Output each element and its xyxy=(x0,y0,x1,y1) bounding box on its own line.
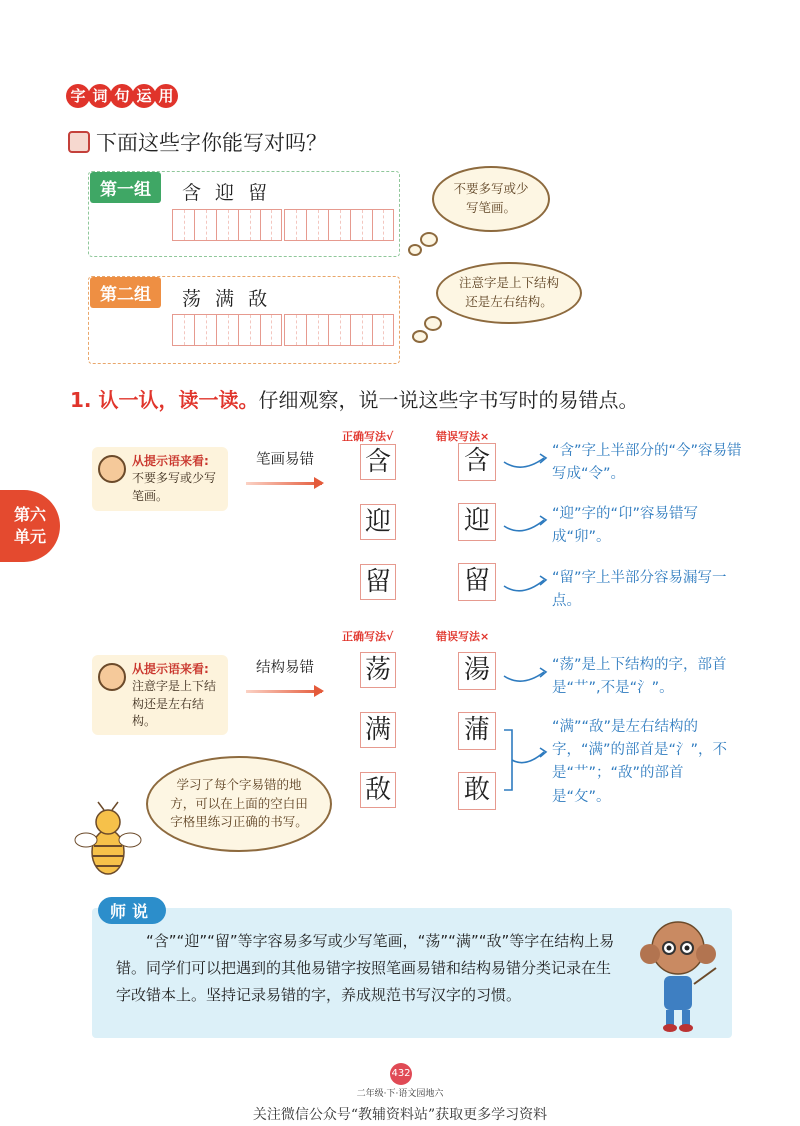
curved-arrows xyxy=(500,650,552,810)
teacher-tag: 师说 xyxy=(98,897,166,924)
correct-char: 荡 xyxy=(360,652,396,688)
unit-tab-line1: 第六 xyxy=(13,505,46,524)
correct-char: 含 xyxy=(360,444,396,480)
group-2-chars: 荡 满 敌 xyxy=(182,288,272,310)
writing-grid[interactable] xyxy=(284,209,394,241)
wrong-char: 湯 xyxy=(458,652,496,690)
teacher-text: “含”“迎”“留”等字容易多写或少写笔画，“荡”“满”“敌”等字在结构上易错。同学们可以把遇到的其他易错字按照笔画易错和结构易错分类记录在生字改错本上。坚持记录易错的字，养成规范书写汉字的习惯。 xyxy=(116,932,615,1004)
badge-char: 句 xyxy=(110,84,134,108)
category-label: 笔画易错 xyxy=(256,452,314,468)
section-text: 仔细观察，说一说这些字书写时的易错点。 xyxy=(258,388,639,412)
thought-dot xyxy=(408,244,422,256)
correct-char: 迎 xyxy=(360,504,396,540)
hint-label: 从提示语来看: xyxy=(132,662,209,676)
badge-char: 词 xyxy=(88,84,112,108)
group-2-tag: 第二组 xyxy=(90,277,161,308)
seal-icon xyxy=(68,131,90,153)
footer-promo: 关注微信公众号“教辅资料站”获取更多学习资料 xyxy=(252,1107,548,1123)
writing-grid[interactable] xyxy=(172,314,282,346)
wrong-char: 留 xyxy=(458,563,496,601)
thought-dot xyxy=(420,232,438,247)
badge-char: 运 xyxy=(132,84,156,108)
group-1-tag: 第一组 xyxy=(90,172,161,203)
hint-text: 注意字是上下结构还是左右结构。 xyxy=(132,679,217,729)
error-note: “荡”是上下结构的字，部首是“艹”,不是“氵”。 xyxy=(552,657,727,697)
wrong-header: 错误写法× xyxy=(436,630,490,643)
unit-tab xyxy=(0,490,60,562)
badge-char: 字 xyxy=(66,84,90,108)
unit-tab-line2: 单元 xyxy=(13,527,46,546)
bee-tip-bubble: 学习了每个字易错的地方，可以在上面的空白田字格里练习正确的书写。 xyxy=(146,756,332,852)
child-avatar-icon xyxy=(98,455,126,483)
tip-cloud-2: 注意字是上下结构还是左右结构。 xyxy=(436,262,582,324)
section-number: 1. 认一认，读一读。 xyxy=(70,388,259,412)
category-label: 结构易错 xyxy=(256,660,314,676)
error-note: “留”字上半部分容易漏写一点。 xyxy=(552,570,727,610)
dog-mascot-icon xyxy=(636,914,720,1034)
correct-header: 正确写法√ xyxy=(342,430,394,443)
question-text: 下面这些字你能写对吗？ xyxy=(96,131,327,155)
hint-card-1 xyxy=(92,447,228,511)
wrong-char: 含 xyxy=(458,443,496,481)
child-avatar-icon xyxy=(98,663,126,691)
error-note: “含”字上半部分的“今”容易错写成“令”。 xyxy=(552,443,742,483)
section-title xyxy=(70,384,638,413)
section-badge xyxy=(66,84,176,108)
error-note: “满”“敌”是左右结构的字，“满”的部首是“氵”，不是“艹”；“敌”的部首是“攵”。 xyxy=(552,719,728,805)
writing-grid[interactable] xyxy=(172,209,282,241)
arrow-icon xyxy=(246,482,322,485)
tip-cloud-1: 不要多写或少写笔画。 xyxy=(432,166,550,232)
arrow-icon xyxy=(246,690,322,693)
correct-char: 敌 xyxy=(360,772,396,808)
footer-grade: 二年级·下·语文园地六 xyxy=(356,1089,444,1099)
wrong-char: 蒲 xyxy=(458,712,496,750)
correct-char: 留 xyxy=(360,564,396,600)
bee-icon xyxy=(74,800,144,884)
hint-text: 不要多写或少写笔画。 xyxy=(132,471,217,503)
group-1-chars: 含 迎 留 xyxy=(182,182,272,204)
wrong-header: 错误写法× xyxy=(436,430,490,443)
hint-card-2 xyxy=(92,655,228,735)
correct-char: 满 xyxy=(360,712,396,748)
error-note: “迎”字的“卬”容易错写成“卯”。 xyxy=(552,506,699,546)
wrong-char: 敢 xyxy=(458,772,496,810)
hint-label: 从提示语来看: xyxy=(132,454,209,468)
thought-dot xyxy=(424,316,442,331)
curved-arrows xyxy=(500,440,552,610)
badge-char: 用 xyxy=(154,84,178,108)
page-number: 432 xyxy=(390,1063,412,1085)
wrong-char: 迎 xyxy=(458,503,496,541)
thought-dot xyxy=(412,330,428,343)
question-title xyxy=(68,127,327,157)
writing-grid[interactable] xyxy=(284,314,394,346)
correct-header: 正确写法√ xyxy=(342,630,394,643)
